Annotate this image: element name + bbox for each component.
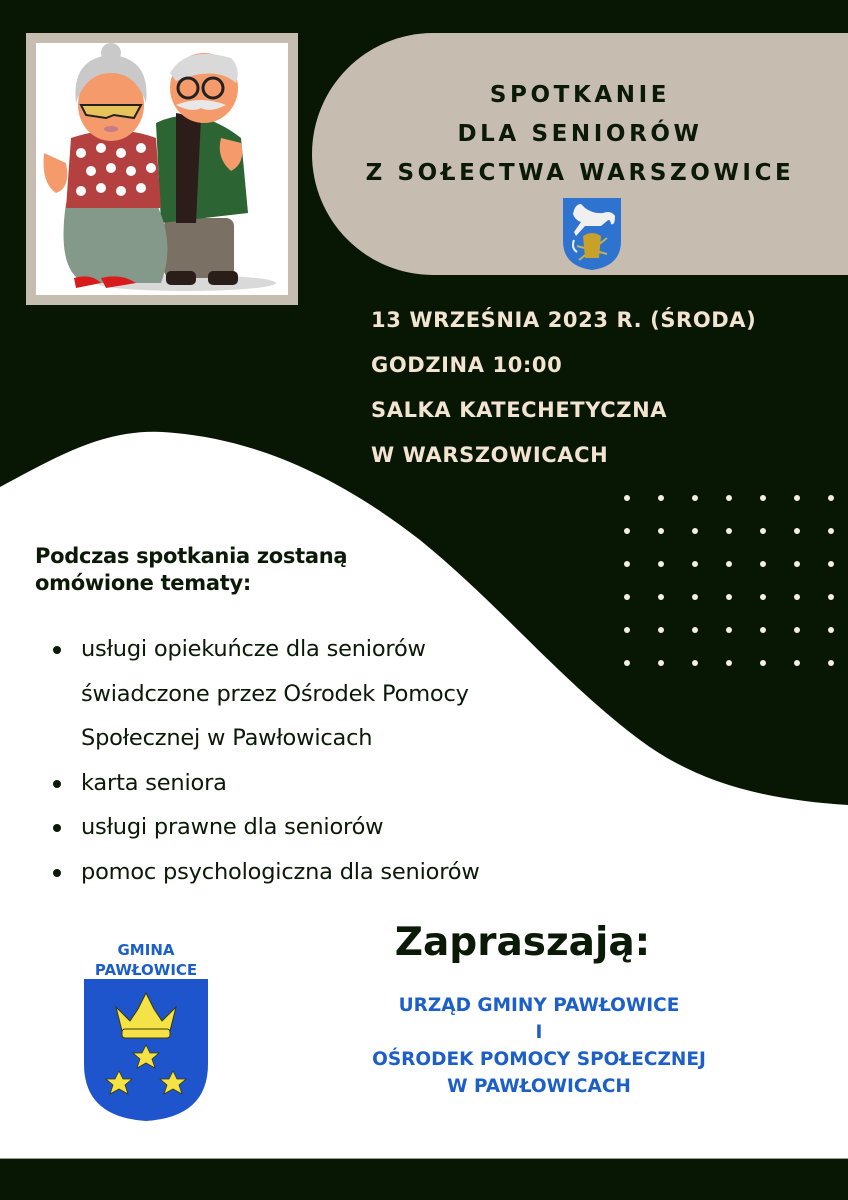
event-date: 13 WRZEŚNIA 2023 R. (ŚRODA) (371, 308, 757, 332)
event-place-line-1: SALKA KATECHETYCZNA (371, 398, 668, 422)
bottom-bar (0, 1158, 848, 1200)
event-time: GODZINA 10:00 (371, 353, 563, 377)
organizer-connector: I (535, 1022, 543, 1043)
photo-frame (26, 33, 298, 305)
topics-list (52, 627, 480, 894)
organizers (320, 992, 758, 1100)
topic-item-continuation: świadczone przez Ośrodek Pomocy (81, 680, 469, 707)
elderly-couple-illustration (36, 43, 288, 295)
topic-item: usługi opiekuńcze dla seniorów (52, 627, 480, 672)
event-place-line-2: W WARSZOWICACH (371, 443, 609, 467)
event-details (371, 302, 756, 482)
warszowice-crest-icon (561, 196, 623, 272)
gmina-label: GMINA PAWŁOWICE (94, 941, 198, 979)
organizer-2-line-2: W PAWŁOWICACH (447, 1076, 631, 1097)
invite-title: Zapraszają: (394, 920, 651, 965)
topic-item: usługi prawne dla seniorów (52, 805, 480, 850)
title-line-1: SPOTKANIE (489, 82, 671, 108)
title-line-2: DLA SENIORÓW (457, 121, 703, 147)
organizer-1: URZĄD GMINY PAWŁOWICE (398, 995, 680, 1016)
topic-item: karta seniora (52, 761, 480, 806)
event-title (312, 76, 848, 193)
dot-grid-decoration (622, 493, 842, 673)
topic-item: pomoc psychologiczna dla seniorów (52, 850, 480, 895)
topic-item-continuation: Społecznej w Pawłowicach (81, 725, 373, 751)
organizer-2-line-1: OŚRODEK POMOCY SPOŁECZNEJ (372, 1049, 706, 1070)
title-line-3: Z SOŁECTWA WARSZOWICE (365, 160, 795, 186)
topics-heading: Podczas spotkania zostaną omówione tematy: (35, 544, 348, 595)
pawlowice-crest-icon (84, 979, 208, 1122)
